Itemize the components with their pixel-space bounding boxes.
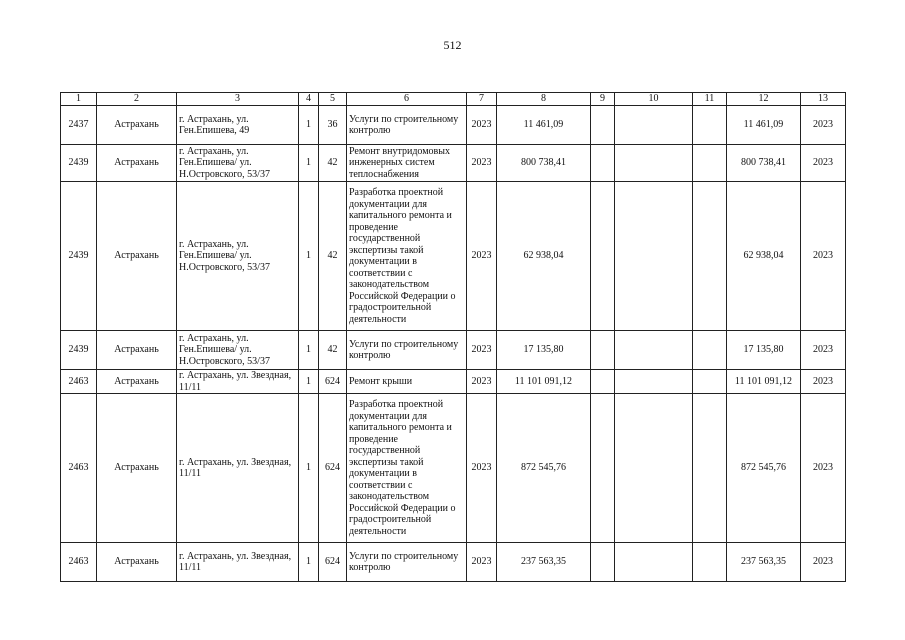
row-id: 2437 [61, 106, 97, 145]
row-year-end: 2023 [801, 145, 846, 182]
row-col9 [591, 106, 615, 145]
row-col4: 1 [299, 543, 319, 582]
row-col9 [591, 182, 615, 331]
row-address: г. Астрахань, ул. Звездная, 11/11 [177, 543, 299, 582]
row-id: 2439 [61, 145, 97, 182]
row-col10 [615, 331, 693, 370]
row-city: Астрахань [97, 543, 177, 582]
row-col5: 624 [319, 370, 347, 394]
row-col5: 36 [319, 106, 347, 145]
row-col9 [591, 370, 615, 394]
row-col5: 624 [319, 543, 347, 582]
row-work: Ремонт крыши [347, 370, 467, 394]
table-row [61, 145, 846, 182]
table-row [61, 331, 846, 370]
row-col4: 1 [299, 370, 319, 394]
row-col5: 42 [319, 145, 347, 182]
header-cell: 10 [615, 93, 693, 106]
row-col11 [693, 145, 727, 182]
row-amount: 237 563,35 [497, 543, 591, 582]
row-amount: 62 938,04 [497, 182, 591, 331]
header-cell: 3 [177, 93, 299, 106]
row-work: Ремонт внутридомовых инженерных систем теплоснабжения [347, 145, 467, 182]
row-col10 [615, 145, 693, 182]
page-number: 512 [443, 38, 462, 52]
row-amount: 800 738,41 [497, 145, 591, 182]
row-id: 2439 [61, 331, 97, 370]
header-cell: 7 [467, 93, 497, 106]
row-year-end: 2023 [801, 370, 846, 394]
table-row [61, 543, 846, 582]
row-col9 [591, 394, 615, 543]
header-cell: 8 [497, 93, 591, 106]
row-col11 [693, 543, 727, 582]
row-col11 [693, 370, 727, 394]
row-total: 17 135,80 [727, 331, 801, 370]
row-id: 2463 [61, 370, 97, 394]
row-id: 2463 [61, 543, 97, 582]
row-id: 2439 [61, 182, 97, 331]
row-work: Разработка проектной документации для капитального ремонта и проведение государственной экспертизы такой документации в соответствии с законодательством Российской Федерации о градостроительной деятельности [347, 394, 467, 543]
table-row [61, 106, 846, 145]
row-year-end: 2023 [801, 394, 846, 543]
header-cell: 1 [61, 93, 97, 106]
header-cell: 2 [97, 93, 177, 106]
header-cell: 13 [801, 93, 846, 106]
row-address: г. Астрахань, ул. Ген.Епишева/ ул. Н.Островского, 53/37 [177, 145, 299, 182]
row-address: г. Астрахань, ул. Ген.Епишева/ ул. Н.Островского, 53/37 [177, 182, 299, 331]
row-year-end: 2023 [801, 331, 846, 370]
row-col5: 42 [319, 182, 347, 331]
row-city: Астрахань [97, 182, 177, 331]
row-year: 2023 [467, 145, 497, 182]
row-address: г. Астрахань, ул. Звездная, 11/11 [177, 370, 299, 394]
row-year: 2023 [467, 370, 497, 394]
header-cell: 5 [319, 93, 347, 106]
row-year: 2023 [467, 182, 497, 331]
row-total: 237 563,35 [727, 543, 801, 582]
row-total: 11 461,09 [727, 106, 801, 145]
row-year: 2023 [467, 106, 497, 145]
row-col5: 42 [319, 331, 347, 370]
row-total: 800 738,41 [727, 145, 801, 182]
row-year-end: 2023 [801, 543, 846, 582]
row-total: 11 101 091,12 [727, 370, 801, 394]
row-id: 2463 [61, 394, 97, 543]
row-col4: 1 [299, 106, 319, 145]
row-work: Услуги по строительному контролю [347, 106, 467, 145]
table-row [61, 394, 846, 543]
table-row [61, 370, 846, 394]
row-col11 [693, 394, 727, 543]
row-col10 [615, 394, 693, 543]
row-col9 [591, 543, 615, 582]
row-year: 2023 [467, 543, 497, 582]
row-col11 [693, 182, 727, 331]
table-row [61, 182, 846, 331]
works-table [60, 92, 846, 582]
table-header-row [61, 93, 846, 106]
row-amount: 17 135,80 [497, 331, 591, 370]
row-city: Астрахань [97, 394, 177, 543]
row-amount: 872 545,76 [497, 394, 591, 543]
row-work: Услуги по строительному контролю [347, 331, 467, 370]
row-total: 872 545,76 [727, 394, 801, 543]
row-amount: 11 461,09 [497, 106, 591, 145]
row-col10 [615, 370, 693, 394]
row-amount: 11 101 091,12 [497, 370, 591, 394]
row-city: Астрахань [97, 331, 177, 370]
row-col5: 624 [319, 394, 347, 543]
row-city: Астрахань [97, 370, 177, 394]
header-cell: 4 [299, 93, 319, 106]
row-col9 [591, 145, 615, 182]
row-col10 [615, 543, 693, 582]
header-cell: 11 [693, 93, 727, 106]
row-address: г. Астрахань, ул. Звездная, 11/11 [177, 394, 299, 543]
row-col4: 1 [299, 145, 319, 182]
header-cell: 12 [727, 93, 801, 106]
row-year: 2023 [467, 394, 497, 543]
row-col11 [693, 106, 727, 145]
row-year: 2023 [467, 331, 497, 370]
row-col4: 1 [299, 394, 319, 543]
row-address: г. Астрахань, ул. Ген.Епишева, 49 [177, 106, 299, 145]
header-cell: 6 [347, 93, 467, 106]
row-col11 [693, 331, 727, 370]
row-year-end: 2023 [801, 182, 846, 331]
row-city: Астрахань [97, 145, 177, 182]
row-work: Разработка проектной документации для капитального ремонта и проведение государственной экспертизы такой документации в соответствии с законодательством Российской Федерации о градостроительной деятельности [347, 182, 467, 331]
row-col4: 1 [299, 331, 319, 370]
row-col10 [615, 106, 693, 145]
row-city: Астрахань [97, 106, 177, 145]
row-col4: 1 [299, 182, 319, 331]
row-total: 62 938,04 [727, 182, 801, 331]
row-year-end: 2023 [801, 106, 846, 145]
row-col10 [615, 182, 693, 331]
header-cell: 9 [591, 93, 615, 106]
row-col9 [591, 331, 615, 370]
row-address: г. Астрахань, ул. Ген.Епишева/ ул. Н.Островского, 53/37 [177, 331, 299, 370]
row-work: Услуги по строительному контролю [347, 543, 467, 582]
